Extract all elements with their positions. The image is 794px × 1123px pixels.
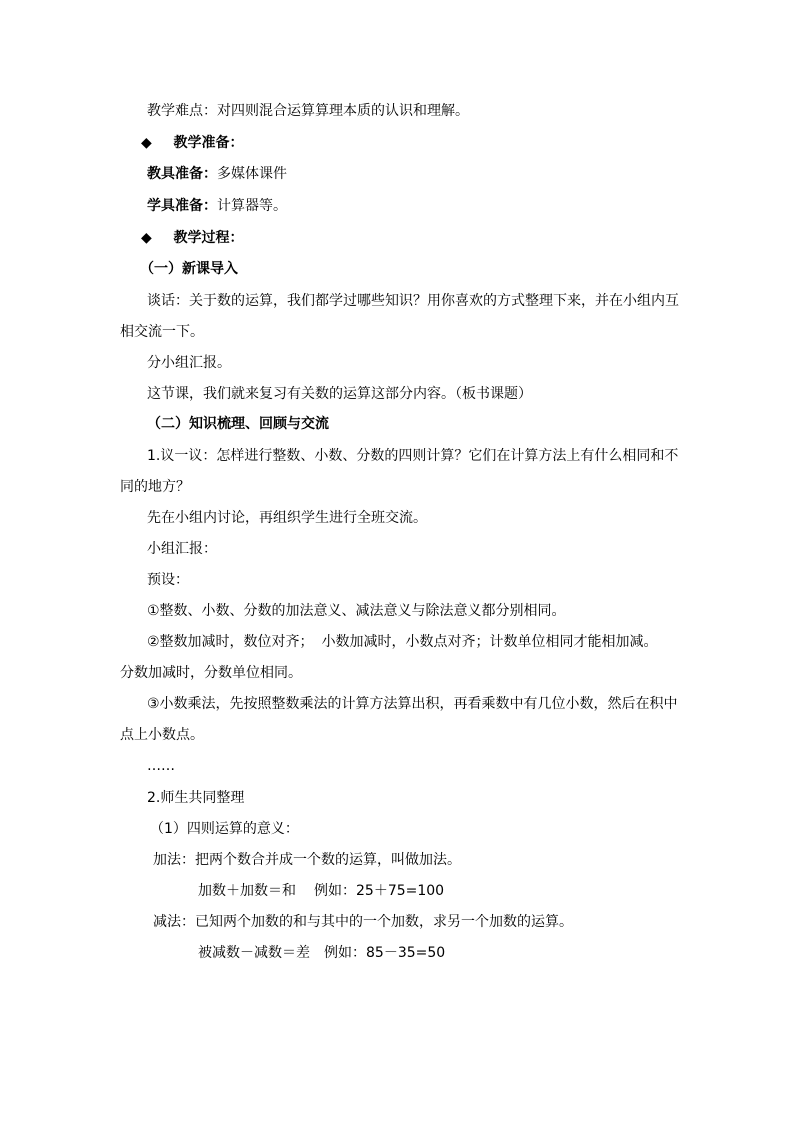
section2-preset2-line1 xyxy=(147,632,658,652)
section2-preset2-line2: 分数加减时，分数单位相同。 xyxy=(120,665,302,681)
section1-title: （一）新课导入 xyxy=(140,261,238,277)
section1-talk-line2: 相交流一下。 xyxy=(120,324,204,340)
prep-heading xyxy=(141,133,244,153)
subtraction-example: 例如：85－35=50 xyxy=(324,945,446,961)
student-prep-label: 学具准备： xyxy=(147,198,217,214)
prep-heading-label: 教学准备： xyxy=(173,135,244,151)
teacher-prep-value: 多媒体课件 xyxy=(217,166,287,182)
student-prep xyxy=(147,196,287,216)
preset2-part2: 小数加减时，小数点对齐；计数单位相同才能相加减。 xyxy=(321,634,658,650)
student-prep-value: 计算器等。 xyxy=(217,198,287,214)
process-heading-label: 教学过程： xyxy=(173,230,244,246)
addition-definition: 加法：把两个数合并成一个数的运算，叫做加法。 xyxy=(153,852,461,868)
teacher-prep xyxy=(147,164,287,184)
subtraction-definition: 减法：已知两个加数的和与其中的一个加数，求另一个加数的运算。 xyxy=(153,914,573,930)
section1-review-intro: 这节课，我们就来复习有关数的运算这部分内容。（板书课题） xyxy=(147,386,532,402)
teaching-difficulty: 教学难点：对四则混合运算算理本质的认识和理解。 xyxy=(147,103,469,119)
process-heading xyxy=(141,228,244,248)
section1-group-report: 分小组汇报。 xyxy=(147,355,231,371)
subtraction-formula: 被减数－减数＝差 xyxy=(198,945,310,961)
subtraction-formula-row xyxy=(198,943,445,963)
diamond-bullet-icon: ◆ xyxy=(141,230,152,246)
section2-item2: 2.师生共同整理 xyxy=(147,790,245,806)
section2-preset3-line1: ③小数乘法，先按照整数乘法的计算方法算出积，再看乘数中有几位小数，然后在积中 xyxy=(147,696,678,712)
teacher-prep-label: 教具准备： xyxy=(147,166,217,182)
section2-preset-label: 预设： xyxy=(147,572,189,588)
section2-q1-line2: 同的地方？ xyxy=(120,479,190,495)
diamond-bullet-icon: ◆ xyxy=(141,135,152,151)
section2-preset3-line2: 点上小数点。 xyxy=(120,727,204,743)
addition-formula-row xyxy=(198,881,444,901)
preset2-part1: ②整数加减时，数位对齐； xyxy=(147,634,314,650)
section2-ellipsis: …… xyxy=(147,758,175,774)
addition-formula: 加数＋加数＝和 xyxy=(198,883,296,899)
section2-q1-line1: 1.议一议：怎样进行整数、小数、分数的四则计算？它们在计算方法上有什么相同和不 xyxy=(147,448,679,464)
addition-example: 例如：25＋75=100 xyxy=(314,883,445,899)
section1-talk-line1: 谈话：关于数的运算，我们都学过哪些知识？用你喜欢的方式整理下来，并在小组内互 xyxy=(147,293,679,309)
section2-report-label: 小组汇报： xyxy=(147,541,217,557)
section2-discuss: 先在小组内讨论，再组织学生进行全班交流。 xyxy=(147,510,427,526)
section2-title: （二）知识梳理、回顾与交流 xyxy=(147,416,329,432)
section2-sub1: （1）四则运算的意义： xyxy=(150,821,299,837)
section2-preset1: ①整数、小数、分数的加法意义、减法意义与除法意义都分别相同。 xyxy=(147,603,566,619)
